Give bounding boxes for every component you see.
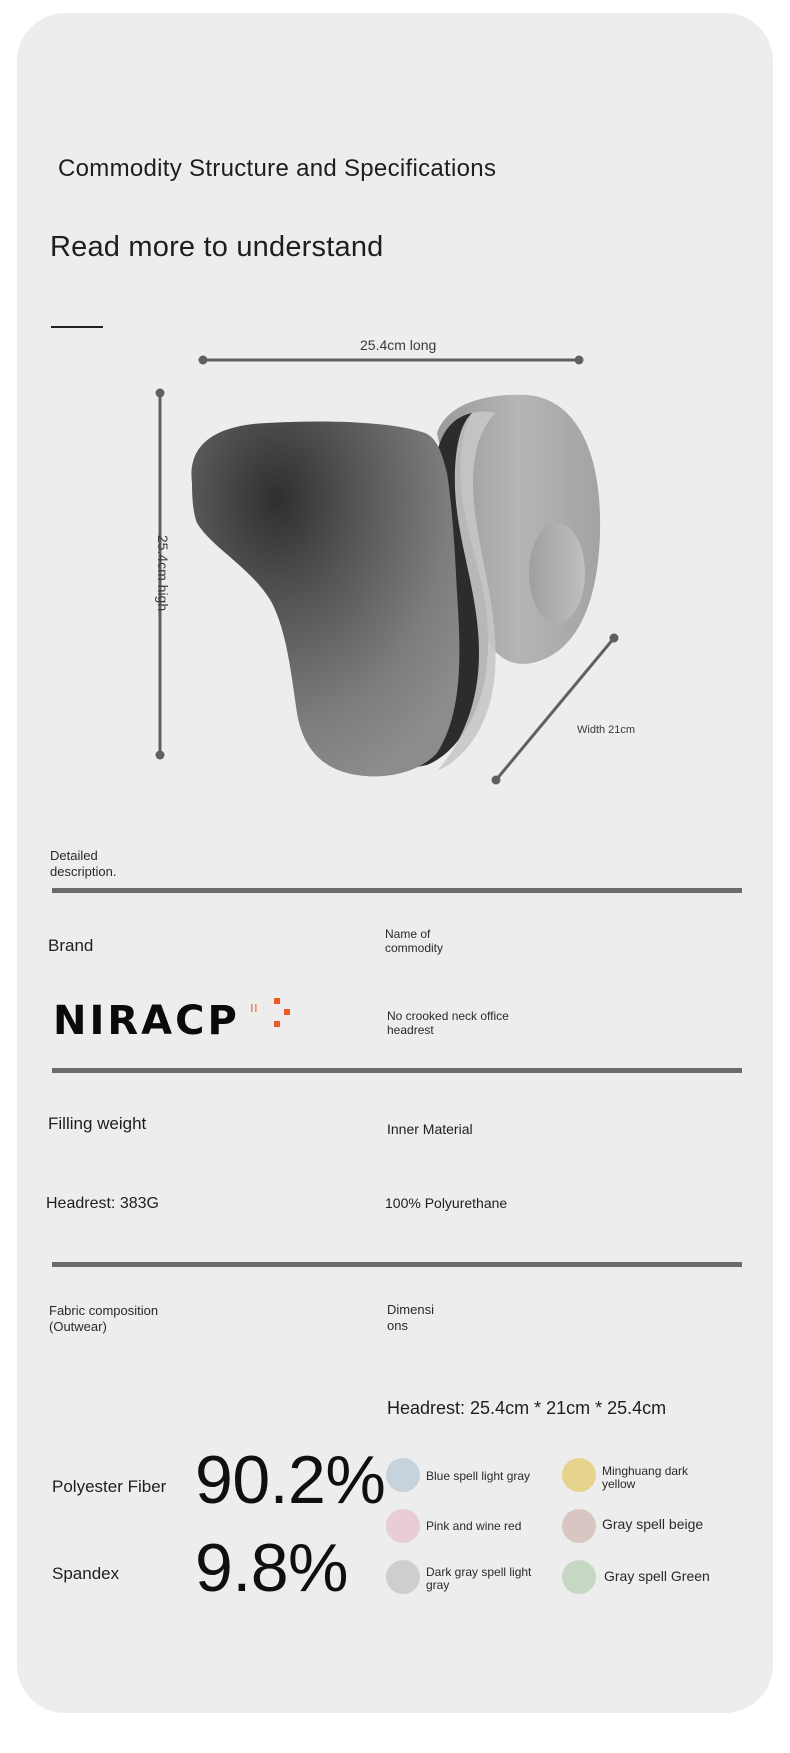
color-name: Gray spell Green [604,1568,710,1584]
filling-weight-value: Headrest: 383G [46,1195,159,1212]
inner-material-label: Inner Material [387,1121,473,1137]
color-name: Blue spell light gray [426,1469,531,1483]
color-swatch-blue-light-gray[interactable] [386,1458,420,1492]
color-name: Gray spell beige [602,1516,704,1532]
divider-middle [52,1068,742,1073]
headrest-illustration [191,395,600,777]
color-swatch-pink-wine-red[interactable] [386,1509,420,1543]
length-dimension-line [199,356,584,365]
color-swatch-gray-green[interactable] [562,1560,596,1594]
color-name: Dark gray spell light gray [426,1565,532,1592]
dimensions-label: Dimensi ons [387,1302,434,1333]
section-label-detailed-description: Detailed description. [50,848,117,879]
color-swatch-dark-yellow[interactable] [562,1458,596,1492]
color-name: Minghuang dark yellow [602,1464,689,1491]
fabric-name-polyester: Polyester Fiber [52,1477,167,1496]
commodity-name-value: No crooked neck office headrest [387,1009,509,1037]
product-dimension-figure [17,13,773,813]
fabric-name-spandex: Spandex [52,1564,120,1583]
page-subtitle: Read more to understand [50,231,384,263]
fabric-percent-polyester: 90.2% [195,1442,386,1518]
color-name: Pink and wine red [426,1519,522,1533]
spec-card [17,13,773,1713]
fabric-percent-spandex: 9.8% [195,1530,348,1606]
inner-material-value: 100% Polyurethane [385,1195,508,1211]
brand-logo: NIRACP [53,998,240,1044]
fabric-composition-label: Fabric composition (Outwear) [49,1303,159,1334]
divider-bottom [52,1262,742,1267]
brand-label: Brand [48,936,94,955]
color-swatch-gray-beige[interactable] [562,1509,596,1543]
length-label: 25.4cm long [360,337,437,353]
filling-weight-label: Filling weight [48,1114,147,1133]
color-swatch-dark-gray-light-gray[interactable] [386,1560,420,1594]
dimensions-value: Headrest: 25.4cm * 21cm * 25.4cm [387,1398,667,1418]
height-label: 25.4cm high [155,534,171,612]
page-title: Commodity Structure and Specifications [58,155,497,182]
divider-top [52,888,742,893]
commodity-name-label: Name of commodity [385,927,444,955]
brand-logo-mark-icon [249,996,309,1036]
width-label: Width 21cm [577,724,636,736]
